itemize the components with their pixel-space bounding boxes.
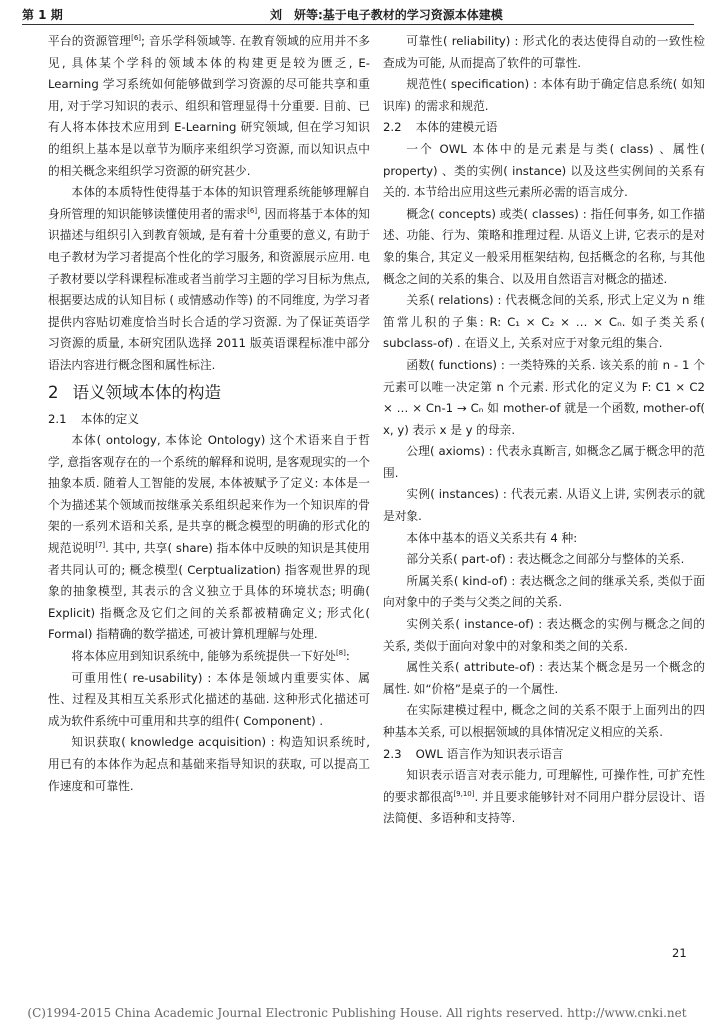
paragraph: 所属关系( kind-of) : 表达概念之间的继承关系, 类似于面向对象中的子类与父类之间的关系. — [383, 573, 705, 610]
paragraph: 属性关系( attribute-of) : 表达某个概念是另一个概念的属性. 如“价格”是桌子的一个属性. — [383, 660, 705, 696]
paragraph: 本体中基本的语义关系共有 4 种: — [406, 530, 578, 545]
citation[interactable]: [6] — [247, 206, 258, 215]
running-header — [22, 6, 692, 26]
paragraph: 实例关系( instance-of) : 表达概念的实例与概念之间的关系, 类似于面向对象中的对象和类之间的关系. — [383, 617, 705, 653]
left-column — [48, 31, 370, 797]
paragraph: 知识获取( knowledge acquisition) : 构造知识系统时, 用已有的本体作为起点和基础来指导知识的获取, 可以提高工作速度和可靠性. — [48, 735, 370, 793]
subsection-number: 2.2 — [383, 120, 402, 135]
paragraph: 本体的本质特性使得基于本体的知识管理系统能够理解自身所管理的知识能够读懂使用者的需求[6], 因而将基于本体的知识描述与组织引入到教育领域, 是有着十分重要的意义, 有助于电子教材为学习者提高个性化的学习服务, 和资源展示应用. 电子教材要以学科课程标准或者当前学习主题的学习目标为焦点, 根据要达成的认知目标 ( 或情感动作等) 的不同维度, 为学习者提供内容贴切难度恰当时长合适的学习资源. 为了保证英语学习资源的质量, 本研究团队选择 2011 版英语课程标准中部分语法内容进行概念图和属性标注. — [48, 185, 370, 372]
page-number: 21 — [672, 946, 687, 960]
paragraph: 实例( instances) : 代表元素. 从语义上讲, 实例表示的就是对象. — [383, 487, 705, 524]
paragraph: 一个 OWL 本体中的是元素是与类( class) 、属性( property) 、类的实例( instance) 以及这些实例间的关系有关的. 本节给出应用这些元素所必需的语言成分. — [383, 141, 705, 200]
subsection-title: 本体的定义 — [80, 411, 140, 426]
paragraph: 知识表示语言对表示能力, 可理解性, 可操作性, 可扩充性的要求都很高[9,10]. 并且要求能够针对不同用户群分层设计、语法简便、多语种和支持等. — [383, 768, 705, 826]
paragraph: 可重用性( re-usability) : 本体是领域内重要实体、属性、过程及其相互关系形式化描述的基础. 这种形式化描述可成为软件系统中可重用和共享的组件( Component) . — [48, 670, 370, 728]
paragraph: 可靠性( reliability) : 形式化的表达使得自动的一致性检查成为可能, 从而提高了软件的可靠性. — [383, 34, 705, 70]
citation[interactable]: [6] — [131, 34, 142, 43]
paragraph: 在实际建模过程中, 概念之间的关系不限于上面列出的四种基本关系, 可以根据领域的具体情况定义相应的关系. — [383, 703, 705, 739]
citation[interactable]: [9,10] — [453, 789, 475, 798]
subsection-number: 2.3 — [383, 746, 402, 761]
subsection-heading — [48, 409, 370, 431]
subsection-title: OWL 语言作为知识表示语言 — [415, 746, 564, 761]
issue-label: 第 1 期 — [22, 8, 63, 22]
paragraph: 函数( functions) : 一类特殊的关系. 该关系的前 n - 1 个元素可以唯一决定第 n 个元素. 形式化的定义为 F: C1 × C2 × … × Cn-1 → Cₙ 如 mother-of 就是一个函数, mother-of( x, y) 表示 x 是 y 的母亲. — [383, 357, 705, 437]
right-column — [383, 31, 705, 830]
citation[interactable]: [8] — [335, 649, 346, 658]
paragraph: 本体( ontology, 本体论 Ontology) 这个术语来自于哲学, 意指客观存在的一个系统的解释和说明, 是客观现实的一个抽象本质. 随着人工智能的发展, 本体被赋予了定义: 本体是一个为描述某个领域而按继承关系组织起来作为一个知识库的骨架的一系列术语和关系, 是共享的概念模型的明确的形式化的规范说明[7]. 其中, 共享( share) 指本体中反映的知识是其使用者共同认可的; 概念模型( Cerptualization) 指客观世界的现象的抽象模型, 其表示的含义独立于具体的环境状态; 明确( Explicit) 指概念及它们之间的关系都被精确定义; 形式化( Formal) 指精确的数学描述, 可被计算机理解与处理. — [48, 433, 370, 642]
paragraph: 关系( relations) : 代表概念间的关系, 形式上定义为 n 维笛常儿积的子集: R: C₁ × C₂ × … × Cₙ. 如子类关系( subclass-of) . 在语义上, 关系对应于对象元组的集合. — [383, 293, 705, 351]
subsection-title: 本体的建模元语 — [415, 120, 498, 135]
section-heading — [48, 380, 370, 406]
paragraph: 概念( concepts) 或类( classes) : 指任何事务, 如工作描述、功能、行为、策略和推理过程. 从语义上讲, 它表示的是对象的集合, 其定义一般采用框架结构, 包括概念的名称, 与其他概念之间的关系的集合、以及用自然语言对概念的描述. — [383, 206, 705, 286]
citation[interactable]: [7] — [95, 541, 106, 550]
paragraph: 将本体应用到知识系统中, 能够为系统提供一下好处[8]: — [71, 649, 350, 664]
copyright-footer: (C)1994-2015 China Academic Journal Electronic Publishing House. All rights reserved. http://www.cnki.net — [27, 1006, 687, 1020]
paragraph: 公理( axioms) : 代表永真断言, 如概念乙属于概念甲的范围. — [383, 444, 705, 480]
paragraph: 规范性( specification) : 本体有助于确定信息系统( 如知识库) 的需求和规范. — [383, 77, 705, 113]
running-title: 刘 妍等:基于电子教材的学习资源本体建模 — [270, 8, 503, 22]
subsection-heading — [383, 744, 705, 766]
subsection-number: 2.1 — [48, 411, 67, 426]
section-title: 语义领域本体的构造 — [72, 382, 221, 402]
paragraph: 部分关系( part-of) : 表达概念之间部分与整体的关系. — [406, 552, 685, 567]
subsection-heading — [383, 117, 705, 139]
section-number: 2 — [48, 382, 59, 402]
paragraph: 平台的资源管理[6]; 音乐学科领域等. 在教育领域的应用并不多见, 具体某个学科的领域本体的构建更是较为匮乏, E-Learning 学习系统如何能够做到学习资源的尽可能共享和重用, 对于学习知识的表示、组织和管理显得十分重要. 目前、已有人将本体技术应用到 E-Learning 研究领域, 但在学习知识的组织上基本是以章节为顺序来组织学习资源, 而以知识点中的相关概念来组织学习资源的研究甚少. — [48, 34, 370, 178]
header-rule — [22, 24, 694, 25]
